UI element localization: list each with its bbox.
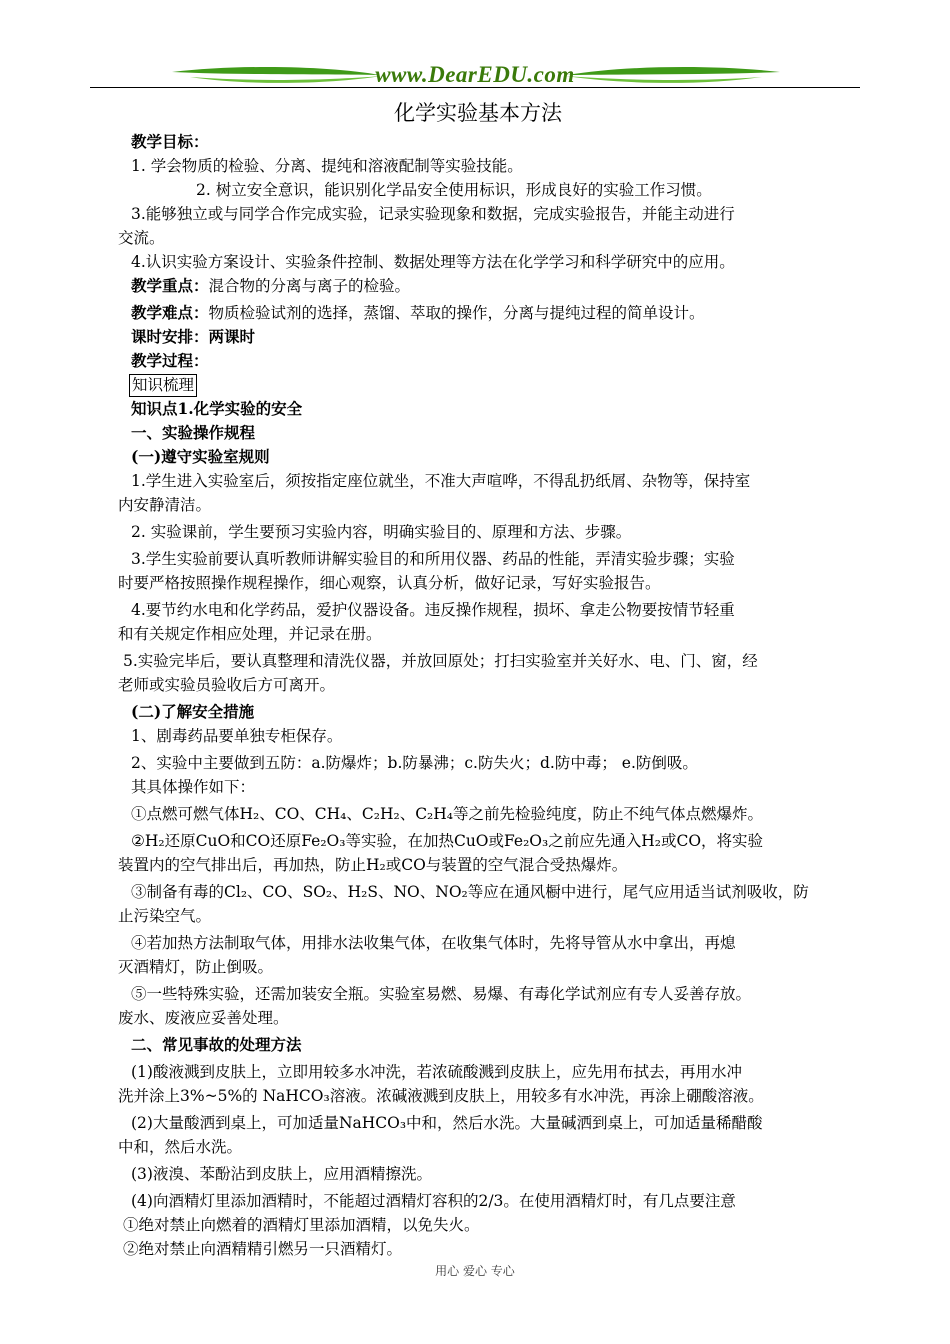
text-line [118,571,866,595]
line-text: 灭酒精灯，防止倒吸。 [118,958,274,976]
text-line [118,250,866,274]
line-text: (一)遵守实验室规则 [131,447,270,466]
line-text: 教学目标： [131,132,209,151]
text-line [118,421,866,445]
text-line [118,853,866,877]
section-box-label: 知识梳理 [129,374,197,397]
text-line [118,469,866,493]
line-text: 装置内的空气排出后，再加热，防止H₂或CO与装置的空气混合受热爆炸。 [118,856,628,874]
line-text: (1)酸液溅到皮肤上，立即用较多水冲洗，若浓硫酸溅到皮肤上，应先用布拭去，再用水冲 [131,1063,742,1081]
page-footer: 用心 爱心 专心 [435,1264,515,1278]
text-line [118,1237,866,1261]
line-label: 教学难点： [131,303,209,322]
text-line [118,1060,866,1084]
text-line [118,802,866,826]
text-line [118,325,866,349]
text-line [118,397,866,421]
text-line [118,904,866,928]
line-text: 和有关规定作相应处理，并记录在册。 [118,625,382,643]
text-line [118,598,866,622]
text-line [118,202,866,226]
line-text: 其具体操作如下： [131,778,256,796]
text-line [118,1135,866,1159]
document-body [118,96,866,1261]
text-line [118,1033,866,1057]
line-text: 老师或实验员验收后方可离开。 [118,676,336,694]
text-line [118,1006,866,1030]
text-line [118,520,866,544]
line-text: (2)大量酸洒到桌上，可加适量NaHCO₃中和，然后水洗。大量碱洒到桌上，可加适量稀醋酸 [131,1114,763,1132]
text-line [118,880,866,904]
line-text: 物质检验试剂的选择，蒸馏、萃取的操作，分离与提纯过程的简单设计。 [208,304,705,322]
line-text: 3.学生实验前要认真听教师讲解实验目的和所用仪器、药品的性能，弄清实验步骤；实验 [131,550,735,568]
line-text: 教学过程： [131,351,209,370]
line-text: ①点燃可燃气体H₂、CO、CH₄、C₂H₂、C₂H₄等之前先检验纯度，防止不纯气体点燃爆炸。 [131,805,763,823]
line-text: 2. 树立安全意识，能识别化学品安全使用标识，形成良好的实验工作习惯。 [196,181,712,199]
text-line [118,622,866,646]
line-text: 一、实验操作规程 [131,423,256,442]
line-text: ⑤一些特殊实验，还需加装安全瓶。实验室易燃、易爆、有毒化学试剂应有专人妥善存放。 [131,985,752,1003]
text-line [118,751,866,775]
text-line [118,982,866,1006]
site-logo[interactable]: www.DearEDU.com [375,62,575,87]
line-text: 课时安排：两课时 [131,327,256,346]
text-line [118,493,866,517]
text-line [118,445,866,469]
text-line [118,724,866,748]
line-text: ④若加热方法制取气体，用排水法收集气体，在收集气体时，先将导管从水中拿出，再熄 [131,934,736,952]
text-line [118,1162,866,1186]
text-line [118,700,866,724]
text-line [118,373,866,397]
line-text: 1.学生进入实验室后，须按指定座位就坐，不准大声喧哗，不得乱扔纸屑、杂物等，保持室 [131,472,751,490]
line-text: 交流。 [118,229,165,247]
line-text: 中和，然后水洗。 [118,1138,243,1156]
text-line [118,274,866,298]
text-line [118,931,866,955]
line-text: (4)向酒精灯里添加酒精时，不能超过酒精灯容积的2/3。在使用酒精灯时，有几点要注意 [131,1192,736,1210]
line-text: (3)液溴、苯酚沾到皮肤上，应用酒精擦洗。 [131,1165,432,1183]
line-text: 内安静清洁。 [118,496,212,514]
line-text: 废水、废液应妥善处理。 [118,1009,289,1027]
line-text: 止污染空气。 [118,907,212,925]
text-line [118,349,866,373]
line-text: 5.实验完毕后，要认真整理和清洗仪器，并放回原处；打扫实验室并关好水、电、门、窗，经 [123,652,758,670]
text-line [118,1213,866,1237]
text-line [118,1084,866,1108]
line-text: 2. 实验课前，学生要预习实验内容，明确实验目的、原理和方法、步骤。 [131,523,632,541]
line-text: 4.认识实验方案设计、实验条件控制、数据处理等方法在化学学习和科学研究中的应用。 [131,253,735,271]
line-text: ①绝对禁止向燃着的酒精灯里添加酒精，以免失火。 [123,1216,480,1234]
line-text: 洗并涂上3%~5%的 NaHCO₃溶液。浓碱液溅到皮肤上，用较多有水冲洗，再涂上硼酸溶液。 [118,1087,764,1105]
line-text: ③制备有毒的Cl₂、CO、SO₂、H₂S、NO、NO₂等应在通风橱中进行，尾气应用适当试剂吸收，防 [131,883,809,901]
text-line [118,955,866,979]
page-title: 化学实验基本方法 [394,101,562,125]
text-line [118,154,866,178]
text-line [118,1189,866,1213]
text-line [118,1111,866,1135]
line-text: ②绝对禁止向酒精精引燃另一只酒精灯。 [123,1240,403,1258]
line-text: 知识点1.化学实验的安全 [131,399,303,418]
text-line [118,547,866,571]
text-line [118,673,866,697]
text-line [118,178,866,202]
line-text: 时要严格按照操作规程操作，细心观察，认真分析，做好记录，写好实验报告。 [118,574,661,592]
text-line [118,649,866,673]
line-text: 1、剧毒药品要单独专柜保存。 [131,727,343,745]
line-text: 3.能够独立或与同学合作完成实验，记录实验现象和数据，完成实验报告，并能主动进行 [131,205,735,223]
text-line [118,775,866,799]
text-line [118,130,866,154]
text-line [118,829,866,853]
line-label: 教学重点： [131,276,209,295]
line-text: 4.要节约水电和化学药品，爱护仪器设备。违反操作规程，损坏、拿走公物要按情节轻重 [131,601,735,619]
text-line [118,301,866,325]
line-text: 2、实验中主要做到五防：a.防爆炸；b.防暴沸；c.防失火；d.防中毒； e.防倒吸。 [131,754,698,772]
line-text: (二)了解安全措施 [131,702,255,721]
line-text: 混合物的分离与离子的检验。 [208,277,411,295]
line-text: 1. 学会物质的检验、分离、提纯和溶液配制等实验技能。 [131,157,523,175]
text-line [118,226,866,250]
line-text: ②H₂还原CuO和CO还原Fe₂O₃等实验，在加热CuO或Fe₂O₃之前应先通入H₂或CO，将实验 [131,832,764,850]
line-text: 二、常见事故的处理方法 [131,1035,302,1054]
header-rule [90,87,860,88]
